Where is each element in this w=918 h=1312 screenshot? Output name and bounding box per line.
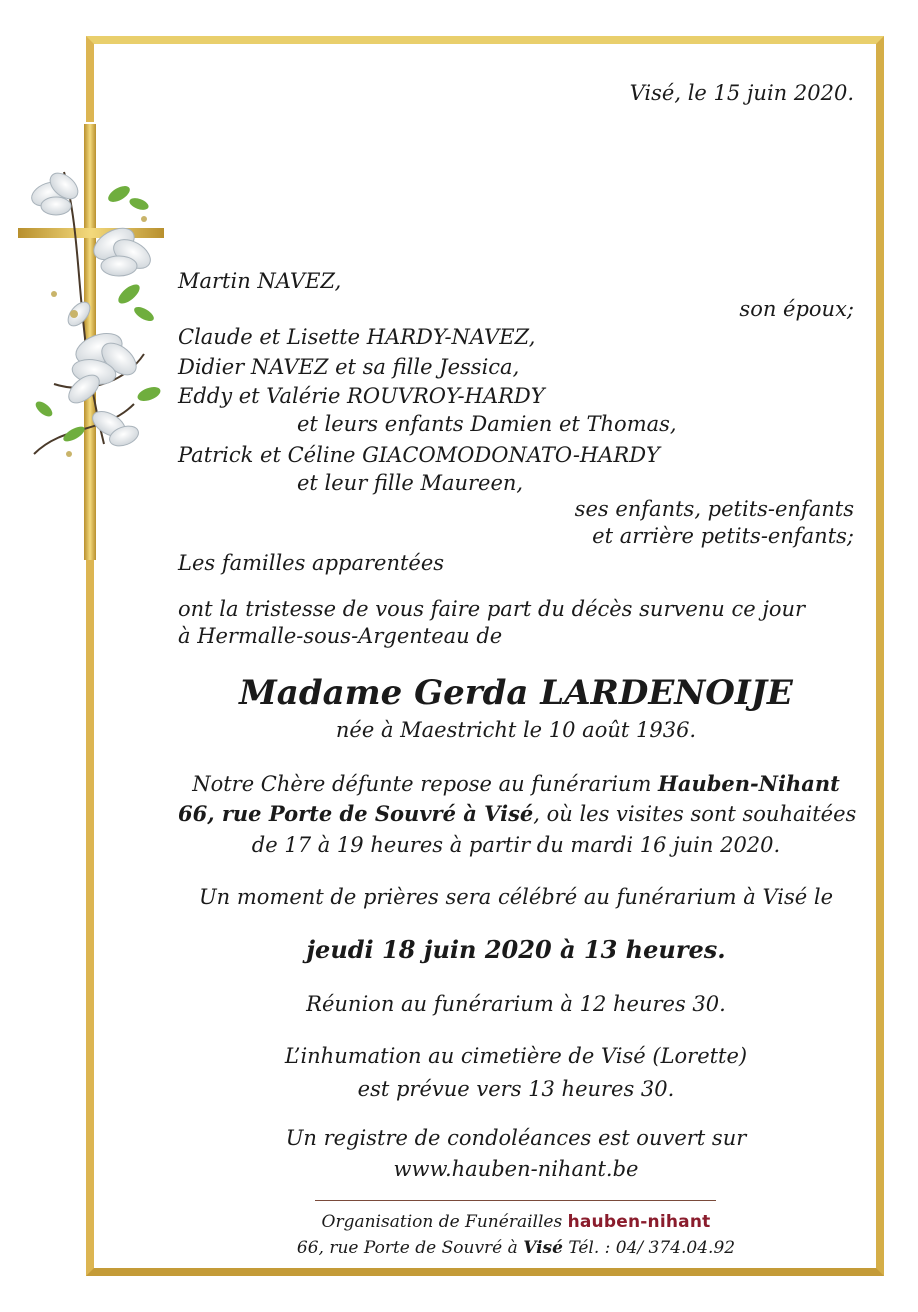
cross-with-magnolias-icon [14,124,169,560]
footer-divider [315,1200,716,1201]
footer-city: Visé [523,1238,563,1258]
child-line: Patrick et Céline GIACOMODONATO-HARDY [178,443,660,467]
burial-line: L’inhumation au cimetière de Visé (Lorette) [284,1044,748,1068]
meeting-line: Réunion au funérarium à 12 heures 30. [306,992,726,1016]
visitation-rest: , où les visites sont souhaitées [533,802,857,826]
children-role: et arrière petits-enfants; [592,524,854,548]
brand-logo: hauben-nihant [567,1212,711,1232]
visitation-prefix: Notre Chère défunte repose au funérarium [192,772,659,796]
child-line: Claude et Lisette HARDY-NAVEZ, [178,325,536,349]
funeral-home-name: Hauben-Nihant [658,771,840,796]
visitation-line1 [150,770,882,798]
child-line: Eddy et Valérie ROUVROY-HARDY [178,384,545,408]
child-line: Didier NAVEZ et sa fille Jessica, [178,355,520,379]
visitation-line3: de 17 à 19 heures à partir du mardi 16 juin 2020. [251,833,781,857]
birth-line: née à Maestricht le 10 août 1936. [335,718,697,742]
spouse-name: Martin NAVEZ, [178,269,342,293]
footer-org-prefix: Organisation de Funérailles [321,1212,568,1232]
child-line: et leur fille Maureen, [297,471,524,495]
footer-phone: Tél. : 04/ 374.04.92 [562,1238,736,1258]
footer-address-prefix: 66, rue Porte de Souvré à [296,1238,524,1258]
announcement-line: à Hermalle-sous-Argenteau de [178,624,503,648]
burial-line: est prévue vers 13 heures 30. [357,1077,675,1101]
registry-line: Un registre de condoléances est ouvert sur [285,1126,747,1150]
funeral-home-address: 66, rue Porte de Souvré à Visé [178,801,534,826]
spouse-role: son époux; [739,297,854,321]
ceremony-intro: Un moment de prières sera célébré au funérarium à Visé le [198,885,833,909]
children-role: ses enfants, petits-enfants [574,497,854,521]
footer-address [150,1237,882,1259]
visitation-line2 [178,800,856,828]
date-line: Visé, le 15 juin 2020. [629,81,854,105]
relatives: Les familles apparentées [178,551,445,575]
footer-org [150,1211,882,1233]
announcement-line: ont la tristesse de vous faire part du décès survenu ce jour [178,597,806,621]
registry-url[interactable]: www.hauben-nihant.be [393,1157,639,1181]
ceremony-datetime: jeudi 18 juin 2020 à 13 heures. [306,935,726,964]
child-line: et leurs enfants Damien et Thomas, [297,412,677,436]
deceased-name: Madame Gerda LARDENOIJE [239,673,793,713]
